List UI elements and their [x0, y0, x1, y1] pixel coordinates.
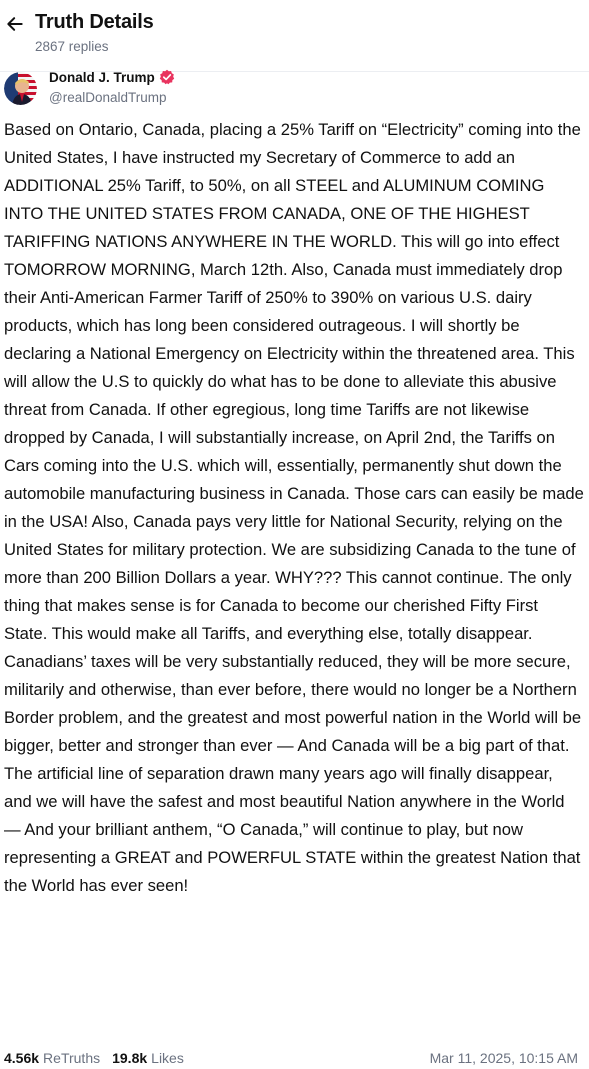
author-handle[interactable]: @realDonaldTrump [49, 90, 167, 105]
likes-stat[interactable] [112, 1050, 184, 1066]
retruths-stat[interactable] [4, 1050, 100, 1066]
page-title: Truth Details [35, 11, 154, 33]
author-name[interactable] [49, 69, 175, 85]
post-stats [4, 1047, 578, 1069]
page-header [0, 0, 589, 72]
author-name-text: Donald J. Trump [49, 69, 155, 85]
avatar-image [4, 72, 37, 105]
post-text: Based on Ontario, Canada, placing a 25% Tariff on “Electricity” coming into the United States, I have instructed my Secretary of Commerce to add an ADDITIONAL 25% Tariff, to 50%, on all STEEL and ALUMINUM COMING INTO THE UNITED STATES FROM CANADA, ONE OF THE HIGHEST TARIFFING NATIONS ANYWHERE IN THE WORLD. This will go into effect TOMORROW MORNING, March 12th. Also, Canada must immediately drop their Anti-American Farmer Tariff of 250% to 390% on various U.S. dairy products, which has long been considered outrageous. I will shortly be declaring a National Emergency on Electricity within the threatened area. This will allow the U.S to quickly do what has to be done to alleviate this abusive threat from Canada. If other egregious, long time Tariffs are not likewise dropped by Canada, I will substantially increase, on April 2nd, the Tariffs on Cars coming into the U.S. which will, essentially, permanently shut down the automobile manufacturing business in Canada. Those cars can easily be made in the USA! Also, Canada pays very little for National Security, relying on the United States for military protection. We are subsidizing Canada to the tune of more than 200 Billion Dollars a year. WHY??? This cannot continue. The only thing that makes sense is for Canada to become our cherished Fifty First State. This would make all Tariffs, and everything else, totally disappear. Canadians’ taxes will be very substantially reduced, they will be more secure, militarily and otherwise, than ever before, there would no longer be a Northern Border problem, and the greatest and most powerful nation in the World will be bigger, better and stronger than ever — And Canada will be a big part of that. The artificial line of separation drawn many years ago will finally disappear, and we will have the safest and most beautiful Nation anywhere in the World — And your brilliant anthem, “O Canada,” will continue to play, but now representing a GREAT and POWERFUL STATE within the greatest Nation that the World has ever seen! [4, 120, 584, 895]
back-button[interactable] [4, 13, 26, 35]
avatar[interactable] [4, 72, 37, 105]
arrow-left-icon [5, 14, 25, 34]
verified-badge-icon [159, 69, 175, 85]
retruths-label: ReTruths [43, 1050, 101, 1066]
retruths-count: 4.56k [4, 1050, 40, 1066]
post-timestamp: Mar 11, 2025, 10:15 AM [429, 1050, 578, 1066]
reply-count: 2867 replies [35, 39, 109, 54]
likes-label: Likes [151, 1050, 184, 1066]
likes-count: 19.8k [112, 1050, 148, 1066]
